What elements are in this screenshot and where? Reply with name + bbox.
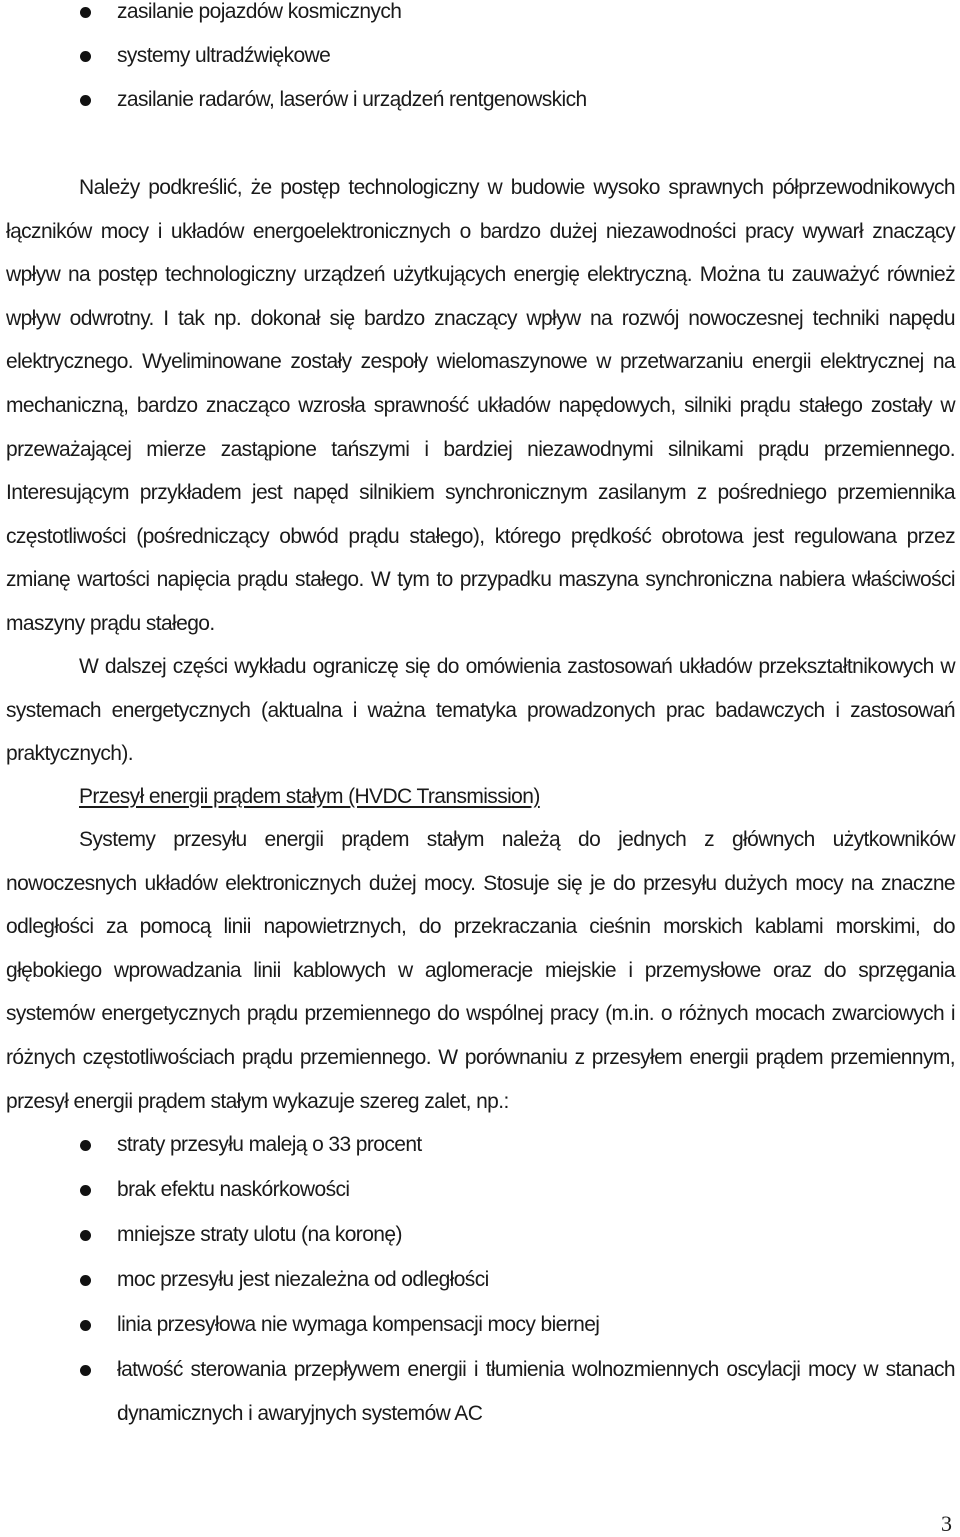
- list-item: [0, 1123, 960, 1167]
- list-item: [0, 1258, 960, 1302]
- list-item-text: straty przesyłu maleją o 33 procent: [117, 1133, 422, 1156]
- top-bullet-list: [0, 0, 960, 122]
- bullet-icon: [80, 7, 91, 18]
- list-item: [0, 78, 960, 122]
- list-item: [0, 1168, 960, 1212]
- list-item-text: linia przesyłowa nie wymaga kompensacji mocy biernej: [117, 1313, 600, 1336]
- list-item-text: zasilanie pojazdów kosmicznych: [117, 0, 402, 23]
- section-heading: Przesył energii prądem stałym (HVDC Transmission): [79, 785, 540, 808]
- list-item-text: moc przesyłu jest niezależna od odległości: [117, 1268, 489, 1291]
- paragraph-hvdc: [6, 818, 955, 1123]
- list-item: [0, 0, 960, 34]
- list-item: [0, 1303, 960, 1347]
- bullet-icon: [80, 1140, 91, 1151]
- bullet-icon: [80, 1320, 91, 1331]
- list-item-text: mniejsze straty ulotu (na koronę): [117, 1223, 402, 1246]
- bullet-icon: [80, 1365, 91, 1376]
- advantages-bullet-list: [0, 1123, 960, 1436]
- bullet-icon: [80, 95, 91, 106]
- paragraph-advances: [6, 166, 955, 646]
- page-number: 3: [941, 1511, 952, 1536]
- bullet-icon: [80, 1230, 91, 1241]
- bullet-icon: [80, 1185, 91, 1196]
- bullet-icon: [80, 1275, 91, 1286]
- list-item: [0, 1348, 960, 1436]
- list-item-text: zasilanie radarów, laserów i urządzeń rentgenowskich: [117, 88, 587, 111]
- bullet-icon: [80, 51, 91, 62]
- paragraph-text: Należy podkreślić, że postęp technologiczny w budowie wysoko sprawnych półprzewodnikowych łączników mocy i układów energoelektronicznych o bardzo dużej niezawodności pracy wywarł znaczący wpływ na postęp technologiczny urządzeń użytkujących energię elektryczną. Można tu zauważyć również wpływ odwrotny. I tak np. dokonał się bardzo znaczący wpływ na rozwój nowoczesnej techniki napędu elektrycznego. Wyeliminowane zostały zespoły wielomaszynowe w przetwarzaniu energii elektrycznej na mechaniczną, bardzo znacząco wzrosła sprawność układów napędowych, silniki prądu stałego zostały w przeważającej mierze zastąpione tańszymi i bardziej niezawodnymi silnikami prądu przemiennego. Interesującym przykładem jest napęd silnikiem synchronicznym zasilanym z pośredniego przemiennika częstotliwości (pośredniczący obwód prądu stałego), którego prędkość obrotowa jest regulowana przez zmianę wartości napięcia prądu stałego. W tym to przypadku maszyna synchroniczna nabiera właściwości maszyny prądu stałego.: [6, 176, 955, 635]
- paragraph-text: W dalszej części wykładu ograniczę się do omówienia zastosowań układów przekształtnikowych w systemach energetycznych (aktualna i ważna tematyka prowadzonych prac badawczych i zastosowań praktycznych).: [6, 655, 955, 766]
- paragraph-scope: [6, 645, 955, 776]
- list-item: [0, 1213, 960, 1257]
- list-item-text: brak efektu naskórkowości: [117, 1178, 350, 1201]
- list-item: [0, 34, 960, 78]
- list-item-text: systemy ultradźwiękowe: [117, 44, 331, 67]
- paragraph-text: Systemy przesyłu energii prądem stałym należą do jednych z głównych użytkowników nowoczesnych układów elektronicznych dużej mocy. Stosuje się je do przesyłu dużych mocy na znaczne odległości za pomocą linii napowietrznych, do przekraczania cieśnin morskich kablami morskimi, do głębokiego wprowadzania linii kablowych w aglomeracje miejskie i przemysłowe oraz do sprzęgania systemów energetycznych prądu przemiennego do wspólnej pracy (m.in. o różnych mocach zwarciowych i różnych częstotliwościach prądu przemiennego. W porównaniu z przesyłem energii prądem przemiennym, przesył energii prądem stałym wykazuje szereg zalet, np.:: [6, 828, 955, 1113]
- list-item-text: łatwość sterowania przepływem energii i tłumienia wolnozmiennych oscylacji mocy w stanach dynamicznych i awaryjnych systemów AC: [117, 1358, 955, 1425]
